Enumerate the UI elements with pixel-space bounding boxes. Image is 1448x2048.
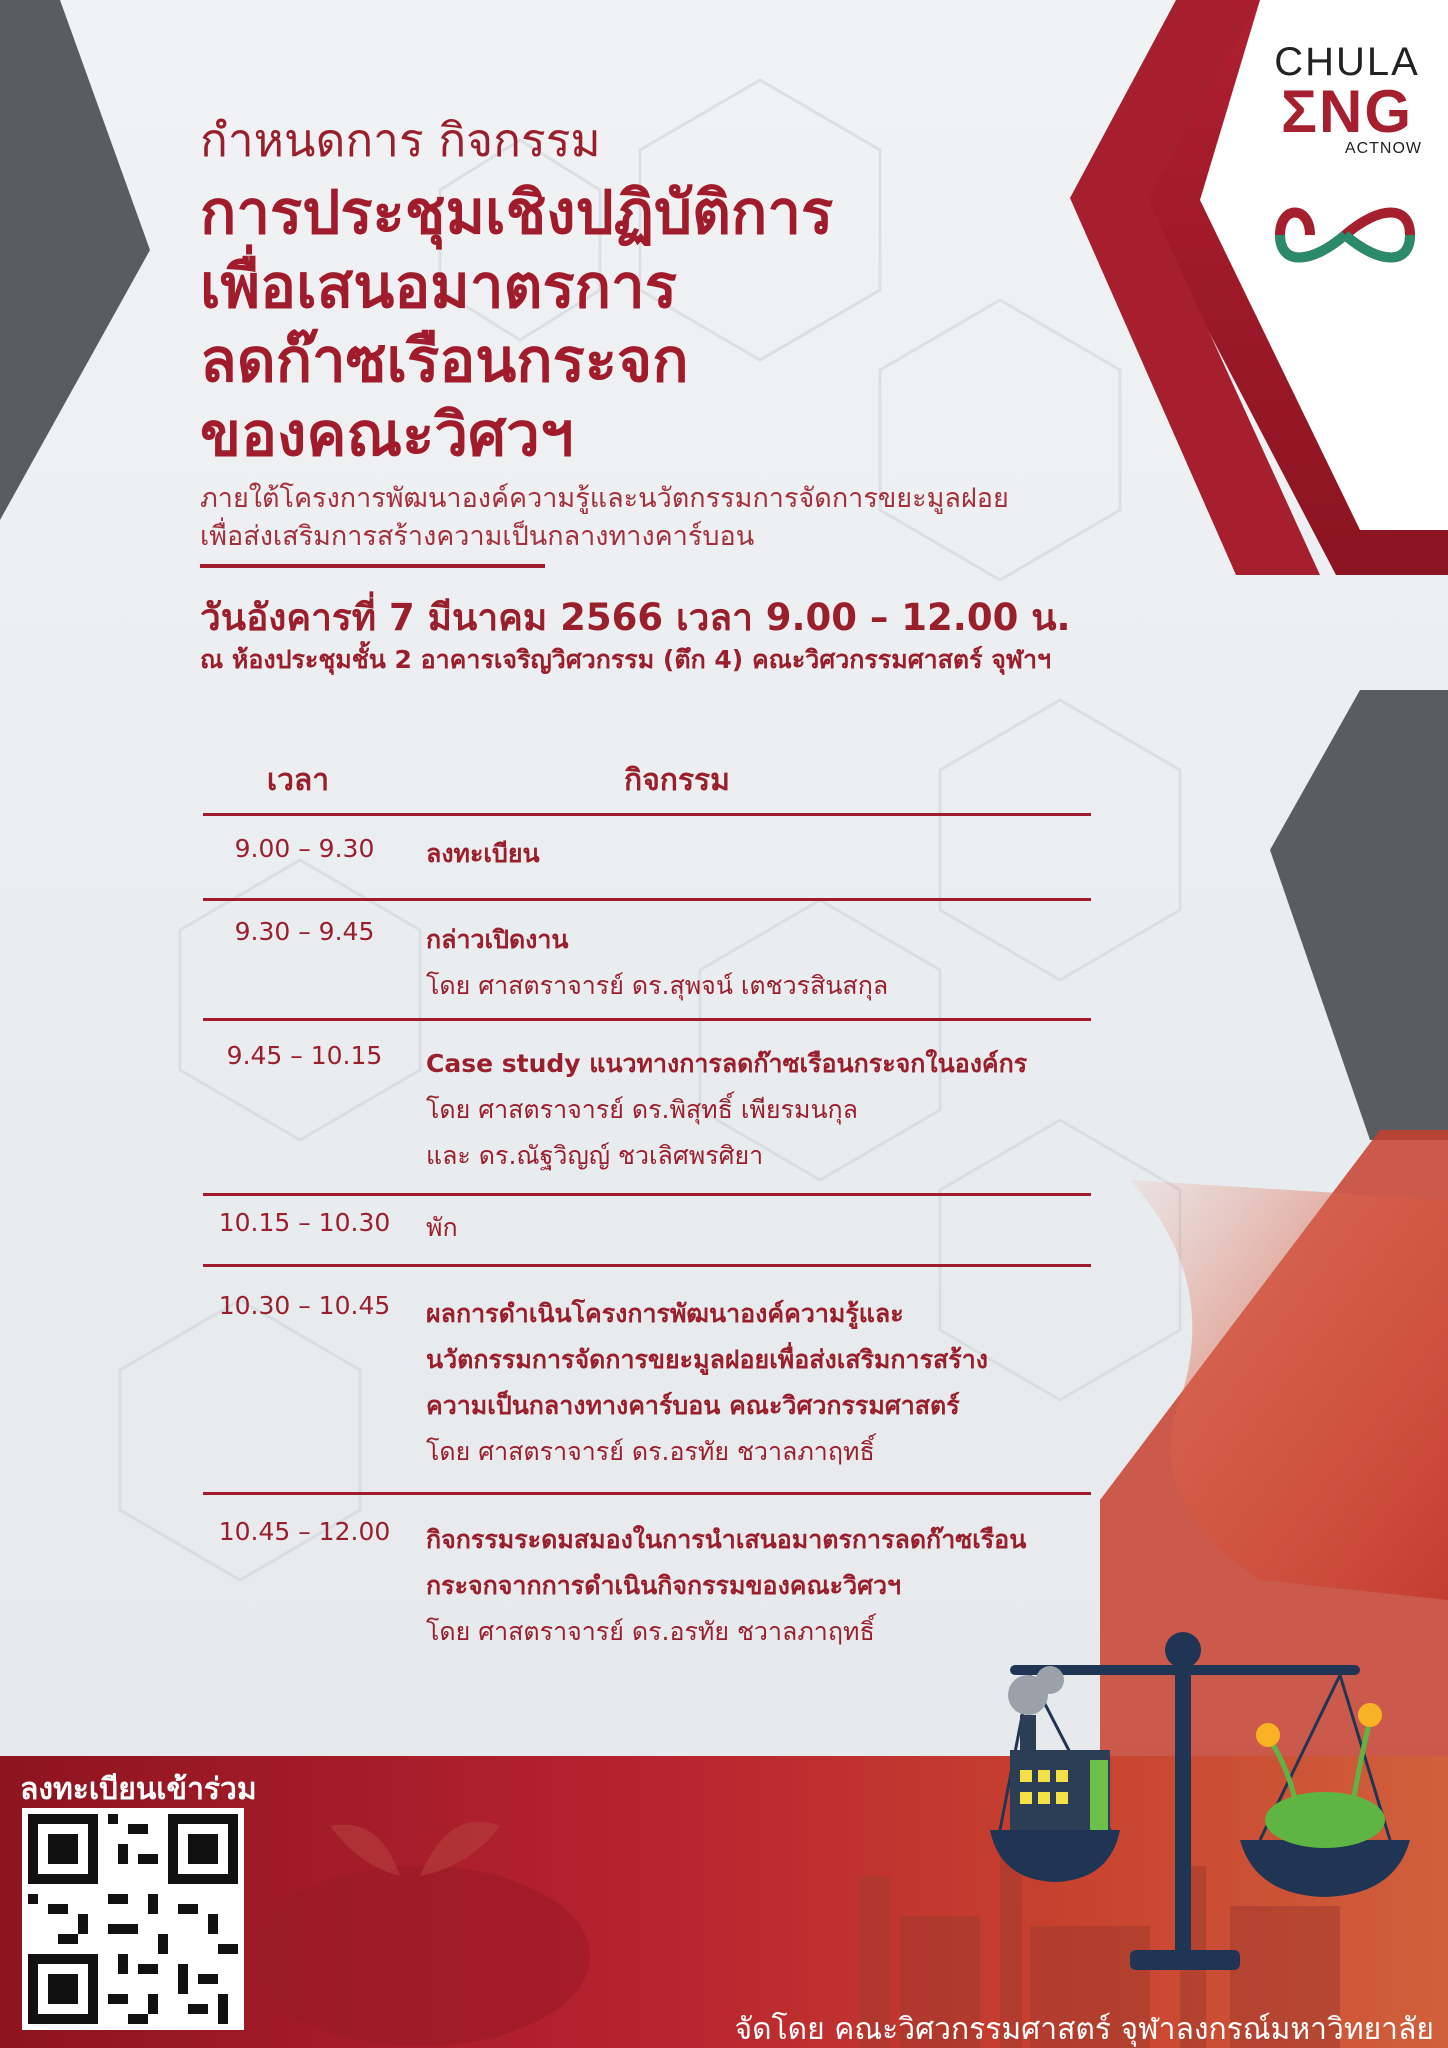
qr-code-icon xyxy=(28,1814,238,2024)
table-row xyxy=(203,1495,1091,1665)
activity-title-line: กิจกรรมระดมสมองในการนำเสนอมาตรการลดก๊าซเรือน xyxy=(426,1525,1027,1554)
table-row xyxy=(203,1021,1091,1193)
row-activity xyxy=(426,1041,1091,1193)
left-grey-chevron-icon xyxy=(0,0,150,520)
leaf-icon xyxy=(330,1825,400,1876)
row-time: 10.15 – 10.30 xyxy=(218,1208,391,1237)
activity-subtitle: กำหนดการ กิจกรรม xyxy=(200,113,601,167)
row-time: 9.30 – 9.45 xyxy=(234,917,375,946)
header xyxy=(200,108,1200,678)
row-time: 10.45 – 12.00 xyxy=(218,1517,391,1546)
activity-speaker: โดย ศาสตราจารย์ ดร.อรทัย ชวาลภาฤทธิ์ xyxy=(426,1617,875,1646)
main-title-line: ของคณะวิศวฯ xyxy=(200,400,574,470)
row-time: 10.30 – 10.45 xyxy=(218,1291,391,1320)
main-title-line: ลดก๊าซเรือนกระจก xyxy=(200,326,689,396)
event-date: วันอังคารที่ 7 มีนาคม 2566 เวลา 9.00 – 12.00 น. xyxy=(200,596,1071,639)
main-title xyxy=(200,176,1200,472)
row-activity xyxy=(426,1291,1091,1492)
activity-break: พัก xyxy=(426,1213,458,1242)
column-header-activity: กิจกรรม xyxy=(624,763,730,798)
activity-title: กล่าวเปิดงาน xyxy=(426,925,569,954)
table-row xyxy=(203,1267,1091,1492)
row-activity xyxy=(426,1208,1091,1264)
title-divider xyxy=(200,564,545,568)
project-line: เพื่อส่งเสริมการสร้างความเป็นกลางทางคาร์บอน xyxy=(200,521,755,552)
activity-speaker: โดย ศาสตราจารย์ ดร.อรทัย ชวาลภาฤทธิ์ xyxy=(426,1437,875,1466)
activity-title-line: ผลการดำเนินโครงการพัฒนาองค์ความรู้และ xyxy=(426,1299,904,1328)
right-grey-chevron-icon xyxy=(1270,690,1448,1140)
activity-title-line: ความเป็นกลางทางคาร์บอน คณะวิศวกรรมศาสตร์ xyxy=(426,1391,960,1420)
leaf-icon xyxy=(420,1822,500,1876)
activity-title: ลงทะเบียน xyxy=(426,839,540,868)
column-header-time: เวลา xyxy=(266,763,330,798)
event-venue: ณ ห้องประชุมชั้น 2 อาคารเจริญวิศวกรรม (ตึก 4) คณะวิศวกรรมศาสตร์ จุฬาฯ xyxy=(200,645,1052,674)
main-title-line: การประชุมเชิงปฏิบัติการ xyxy=(200,178,834,248)
table-row xyxy=(203,816,1091,898)
logo-eng-text: ΣNG xyxy=(1280,78,1413,145)
schedule-header xyxy=(203,748,1091,813)
activity-title: Case study แนวทางการลดก๊าซเรือนกระจกในองค์กร xyxy=(426,1049,1028,1078)
chula-eng-logo xyxy=(1262,40,1432,158)
infinity-logo-icon xyxy=(1270,190,1420,280)
hands-plant-icon xyxy=(250,1866,590,2046)
project-description xyxy=(200,480,1200,556)
row-time: 9.00 – 9.30 xyxy=(234,834,375,863)
table-row xyxy=(203,1196,1091,1264)
organizer-credit: จัดโดย คณะวิศวกรรมศาสตร์ จุฬาลงกรณ์มหาวิทยาลัย xyxy=(734,2012,1434,2047)
registration-qr-code[interactable] xyxy=(22,1808,244,2030)
row-activity xyxy=(426,834,1091,898)
row-activity xyxy=(426,917,1091,1018)
logo-actnow-text: ACTNOW xyxy=(1344,140,1422,157)
logo-chula-text: CHULA xyxy=(1274,40,1420,84)
activity-title-line: นวัตกรรมการจัดการขยะมูลฝอยเพื่อส่งเสริมการสร้าง xyxy=(426,1345,988,1374)
register-label: ลงทะเบียนเข้าร่วม xyxy=(20,1772,257,1807)
activity-title-line: กระจกจากการดำเนินกิจกรรมของคณะวิศวฯ xyxy=(426,1571,902,1600)
row-time: 9.45 – 10.15 xyxy=(226,1041,383,1070)
table-row xyxy=(203,901,1091,1018)
activity-speaker: โดย ศาสตราจารย์ ดร.พิสุทธิ์ เพียรมนกุล xyxy=(426,1095,858,1124)
activity-speaker: โดย ศาสตราจารย์ ดร.สุพจน์ เตชวรสินสกุล xyxy=(426,971,889,1000)
balance-scale-icon xyxy=(990,1620,1430,1980)
schedule-table xyxy=(203,748,1091,1665)
main-title-line: เพื่อเสนอมาตรการ xyxy=(200,252,677,322)
project-line: ภายใต้โครงการพัฒนาองค์ความรู้และนวัตกรรมการจัดการขยะมูลฝอย xyxy=(200,483,1009,514)
activity-speaker: และ ดร.ณัฐวิญญ์ ชวเลิศพรศิยา xyxy=(426,1141,764,1170)
